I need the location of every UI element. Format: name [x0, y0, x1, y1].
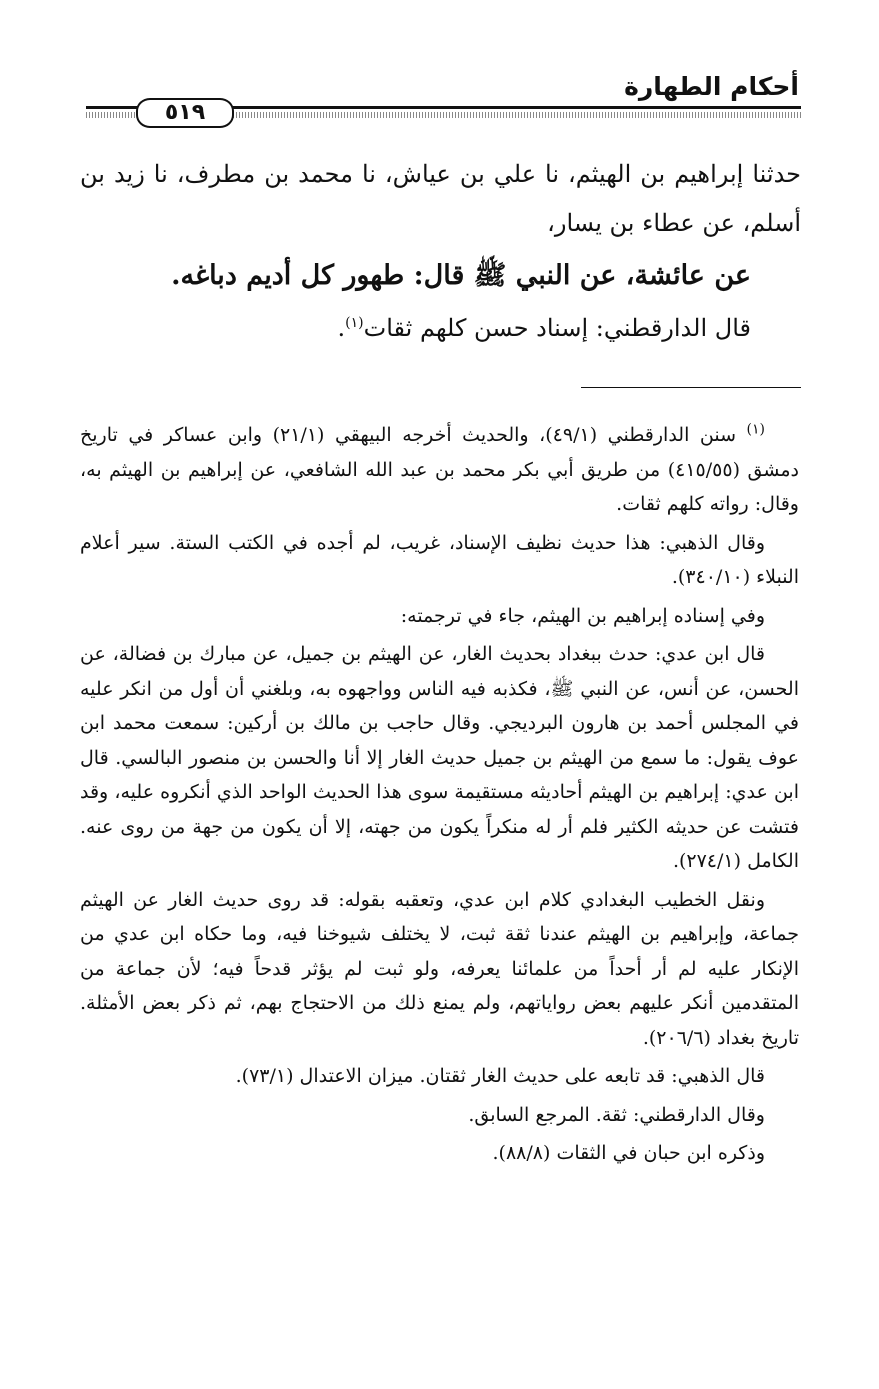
footnote-1: [80, 418, 799, 522]
hadith-text: عن عائشة، عن النبي ﷺ قال: طهور كل أديم دباغه.: [171, 260, 751, 291]
verdict-text: قال الدارقطني: إسناد حسن كلهم ثقات: [363, 314, 751, 342]
footnote-paragraph: وقال الدارقطني: ثقة. المرجع السابق.: [468, 1103, 765, 1126]
daraqutni-verdict: [80, 304, 801, 353]
footnote-reference[interactable]: (١): [345, 315, 364, 331]
main-text: [80, 150, 801, 353]
footnote-paragraph: وذكره ابن حبان في الثقات (٨٨/٨).: [492, 1142, 765, 1164]
footnotes: [80, 418, 799, 1175]
footnote-paragraph: قال ابن عدي: حدث ببغداد بحديث الغار، عن الهيثم بن جميل، عن مبارك بن فضالة، عن الحسن، عن أنس، عن النبي ﷺ، فكذبه فيه الناس وواجهوه به، وبلغني أن أول من انكر عليه في المجلس أحمد بن هارون البرديجي. وقال حاجب بن مالك بن أركين: سمعت محمد ابن عوف يقول: ما سمع من الهيثم بن جميل حديث الغار إلا أنا والحسن بن منصور البالسي. قال ابن عدي: إبراهيم بن الهيثم أحاديثه مستقيمة سوى هذا الحديث الواحد الذي أنكروه عليه، وقد فتشت عن حديثه الكثير فلم أر له منكراً يكون من جهته، إلا أن يكون من جهة من روى عنه. الكامل (٢٧٤/١).: [80, 643, 799, 872]
footnote-paragraph: وقال الذهبي: هذا حديث نظيف الإسناد، غريب، لم أجده في الكتب الستة. سير أعلام النبلاء (٣٤٠/١٠).: [80, 531, 799, 588]
footnote-1-text: سنن الدارقطني (٤٩/١)، والحديث أخرجه البيهقي (٢١/١) وابن عساكر في تاريخ دمشق (٤١٥/٥٥) من طريق أبي بكر محمد بن عبد الله الشافعي، عن إبراهيم بن الهيثم به، وقال: رواته كلهم ثقات.: [80, 424, 799, 515]
footnote-paragraph: قال الذهبي: قد تابعه على حديث الغار ثقتان. ميزان الاعتدال (٧٣/١).: [235, 1065, 765, 1087]
footnote-separator: [581, 387, 801, 388]
footnote-paragraph: ونقل الخطيب البغدادي كلام ابن عدي، وتعقبه بقوله: قد روى حديث الغار عن الهيثم جماعة، وإبراهيم بن الهيثم عندنا ثقة ثبت، لا يختلف شيوخنا فيه، وما حكاه ابن عدي من الإنكار عليه لم أر أحداً من علمائنا يعرفه، ولو ثبت لم يؤثر قدحاً فيه؛ لأن جماعة من المتقدمين أنكر عليهم بعض رواياتهم، ولم يمنع ذلك من الاحتجاج بهم، ثم ذكر بعض الأمثلة. تاريخ بغداد (٢٠٦/٦).: [80, 888, 799, 1049]
isnad-chain: حدثنا إبراهيم بن الهيثم، نا علي بن عياش، نا محمد بن مطرف، نا زيد بن أسلم، عن عطاء بن يسار،: [80, 160, 801, 237]
running-header-title: أحكام الطهارة: [624, 72, 799, 101]
footnote-paragraph: وفي إسناده إبراهيم بن الهيثم، جاء في ترجمته:: [400, 604, 765, 627]
page-number: ٥١٩: [136, 98, 234, 128]
footnote-marker: (١): [746, 421, 765, 438]
verdict-end: .: [337, 314, 346, 342]
